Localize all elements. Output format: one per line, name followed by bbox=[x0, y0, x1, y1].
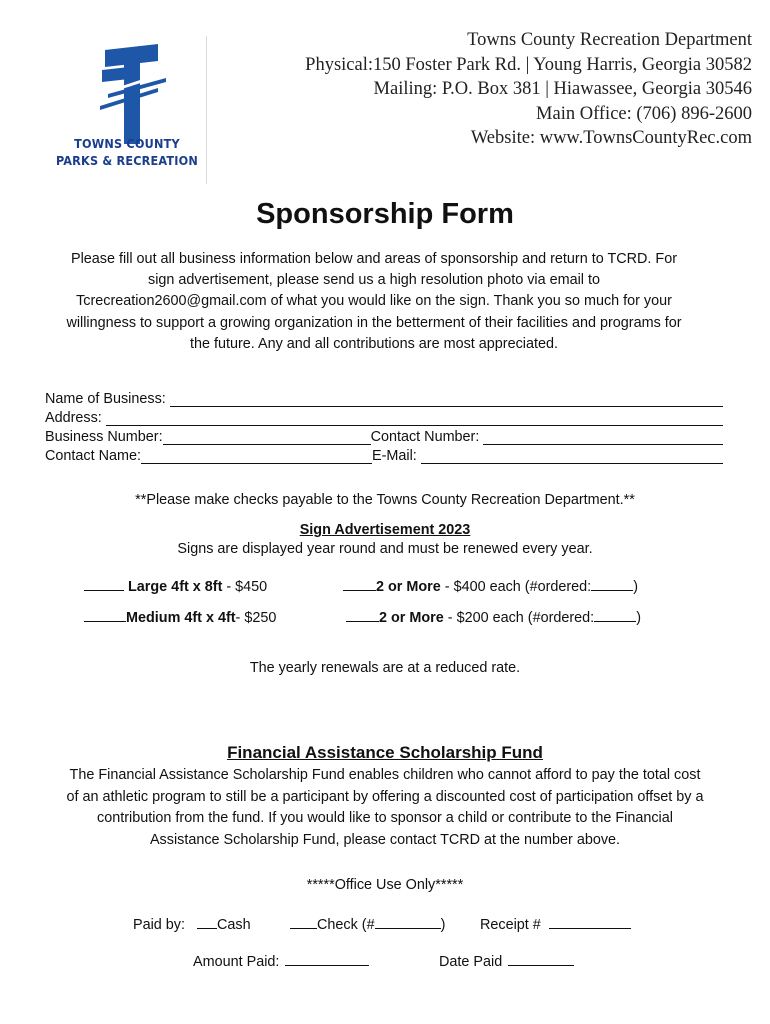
sign-ad-subtitle: Signs are displayed year round and must be renewed every year. bbox=[177, 541, 593, 557]
org-contact-block bbox=[305, 28, 752, 151]
logo-text-line1: TOWNS COUNTY bbox=[74, 136, 180, 151]
email-field[interactable] bbox=[421, 450, 723, 464]
cash-blank[interactable] bbox=[197, 916, 217, 929]
logo-divider bbox=[206, 36, 207, 184]
address-field[interactable] bbox=[106, 412, 723, 426]
date-paid-label: Date Paid bbox=[439, 954, 503, 970]
large-sign-blank[interactable] bbox=[84, 578, 124, 591]
date-paid-row bbox=[439, 953, 574, 970]
check-number-field[interactable] bbox=[375, 916, 441, 929]
large-sign-price: - $450 bbox=[222, 579, 268, 595]
medium-multi-blank[interactable] bbox=[346, 609, 379, 622]
logo-text-line2: PARKS & RECREATION bbox=[55, 153, 198, 168]
large-multi-label: 2 or More bbox=[376, 579, 441, 595]
org-phone: Main Office: (706) 896-2600 bbox=[536, 103, 752, 124]
paid-by-row bbox=[133, 916, 251, 933]
option-medium-sign bbox=[84, 609, 276, 626]
address-label: Address: bbox=[45, 410, 102, 426]
option-large-sign bbox=[84, 578, 267, 595]
intro-paragraph bbox=[48, 249, 700, 355]
amount-paid-field[interactable] bbox=[285, 953, 369, 966]
org-name: Towns County Recreation Department bbox=[467, 30, 752, 50]
check-label: Check (# bbox=[317, 917, 375, 933]
cash-label: Cash bbox=[217, 917, 251, 933]
fund-paragraph bbox=[42, 765, 728, 851]
business-info-fields bbox=[45, 388, 723, 464]
intro-line: the future. Any and all contributions are most appreciated. bbox=[190, 335, 558, 352]
org-website: Website: www.TownsCountyRec.com bbox=[470, 128, 752, 148]
medium-multi-price: - $200 each (#ordered: bbox=[443, 610, 595, 626]
org-mailing-address: Mailing: P.O. Box 381 | Hiawassee, Georgia 30546 bbox=[373, 79, 752, 99]
large-multi-blank[interactable] bbox=[343, 578, 376, 591]
paid-by-label: Paid by: bbox=[133, 917, 185, 933]
business-name-row bbox=[45, 388, 723, 407]
option-large-multi bbox=[343, 578, 638, 595]
fund-heading: Financial Assistance Scholarship Fund bbox=[227, 743, 543, 762]
amount-paid-row bbox=[193, 953, 369, 970]
medium-sign-blank[interactable] bbox=[84, 609, 126, 622]
contact-number-label: Contact Number: bbox=[370, 429, 480, 445]
amount-paid-label: Amount Paid: bbox=[193, 954, 280, 970]
business-number-field[interactable] bbox=[163, 431, 371, 445]
contact-number-field[interactable] bbox=[483, 431, 723, 445]
large-multi-close: ) bbox=[633, 579, 638, 595]
intro-line: Please fill out all business information below and areas of sponsorship and return to TCRD. For bbox=[70, 251, 678, 267]
numbers-row bbox=[45, 426, 723, 445]
parks-rec-logo bbox=[42, 36, 212, 186]
address-row bbox=[45, 407, 723, 426]
fund-line: Assistance Scholarship Fund, please contact TCRD at the number above. bbox=[149, 831, 621, 848]
renewal-note: The yearly renewals are at a reduced rate. bbox=[249, 660, 521, 676]
intro-line: willingness to support a growing organization in the betterment of their facilities and programs for bbox=[66, 314, 682, 331]
contact-name-label: Contact Name: bbox=[45, 448, 141, 464]
large-multi-price: - $400 each (#ordered: bbox=[440, 579, 592, 595]
receipt-row bbox=[480, 916, 631, 933]
date-paid-field[interactable] bbox=[508, 953, 574, 966]
form-title: Sponsorship Form bbox=[256, 198, 514, 230]
fund-line: The Financial Assistance Scholarship Fund enables children who cannot afford to pay the total cost bbox=[69, 767, 701, 783]
receipt-label: Receipt # bbox=[480, 917, 541, 933]
business-name-field[interactable] bbox=[170, 393, 723, 407]
contact-row bbox=[45, 445, 723, 464]
medium-multi-close: ) bbox=[636, 610, 641, 626]
option-medium-multi bbox=[346, 609, 641, 626]
medium-multi-count-field[interactable] bbox=[594, 609, 636, 622]
sign-ad-heading: Sign Advertisement 2023 bbox=[299, 522, 471, 538]
check-blank[interactable] bbox=[290, 916, 317, 929]
contact-name-field[interactable] bbox=[141, 450, 372, 464]
large-sign-label: Large 4ft x 8ft bbox=[128, 579, 223, 595]
medium-sign-label: Medium 4ft x 4ft bbox=[126, 610, 236, 626]
medium-multi-label: 2 or More bbox=[379, 610, 444, 626]
check-close: ) bbox=[440, 917, 446, 933]
fund-line: of an athletic program to still be a participant by offering a discounted cost of participation offset by a bbox=[66, 788, 704, 805]
office-use-heading: *****Office Use Only***** bbox=[306, 877, 464, 893]
business-number-label: Business Number: bbox=[45, 429, 163, 445]
business-name-label: Name of Business: bbox=[45, 391, 166, 407]
receipt-field[interactable] bbox=[549, 916, 631, 929]
fund-line: contribution from the fund. If you would like to sponsor a child or contribute to the Financial bbox=[97, 810, 673, 826]
check-row bbox=[290, 916, 445, 933]
medium-sign-price: - $250 bbox=[235, 610, 277, 626]
checks-payable-note: **Please make checks payable to the Towns County Recreation Department.** bbox=[135, 492, 635, 508]
large-multi-count-field[interactable] bbox=[591, 578, 633, 591]
intro-line: sign advertisement, please send us a high resolution photo via email to bbox=[148, 272, 600, 289]
org-physical-address: Physical:150 Foster Park Rd. | Young Harris, Georgia 30582 bbox=[305, 54, 752, 75]
intro-line: Tcrecreation2600@gmail.com of what you would like on the sign. Thank you so much for your bbox=[76, 293, 672, 310]
email-label: E-Mail: bbox=[371, 448, 417, 464]
